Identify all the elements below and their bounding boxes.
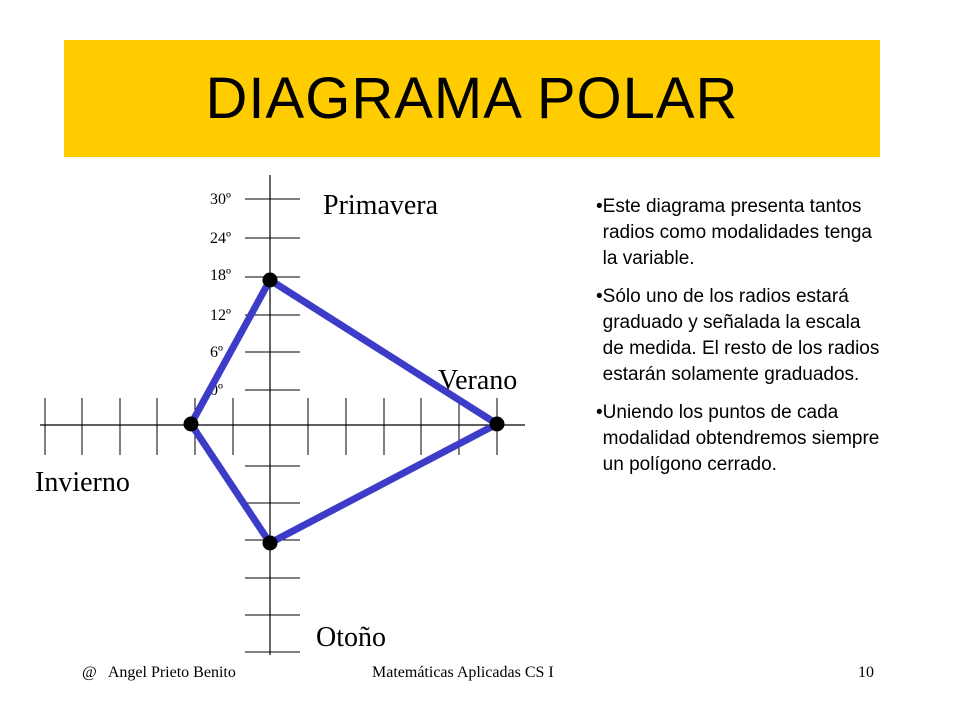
label-invierno: Invierno	[35, 467, 130, 498]
bullet: •	[596, 286, 603, 307]
lower-radius-ticks	[245, 466, 300, 652]
vertex-primavera	[263, 273, 278, 288]
label-verano: Verano	[438, 365, 518, 396]
footer-course: Matemáticas Aplicadas CS I	[372, 664, 554, 681]
label-otono: Otoño	[316, 622, 386, 653]
vertex-otono	[263, 536, 278, 551]
notes-list	[596, 194, 881, 490]
note-text: Uniendo los puntos de cada modalidad obtendremos siempre un polígono cerrado.	[602, 402, 880, 475]
scale-label-18: 18º	[210, 267, 231, 284]
scale-label-12: 12º	[210, 307, 231, 324]
page-title: DIAGRAMA POLAR	[205, 66, 739, 131]
vertex-verano	[490, 417, 505, 432]
bullet: •	[596, 196, 603, 217]
note-text: Este diagrama presenta tantos radios como modalidades tenga la variable.	[602, 196, 872, 269]
label-primavera: Primavera	[323, 190, 439, 221]
scale-label-24: 24º	[210, 230, 231, 247]
season-polygon	[191, 280, 497, 543]
bullet: •	[596, 402, 603, 423]
horizontal-radius-ticks	[45, 398, 497, 455]
note-item	[596, 284, 881, 388]
note-item	[596, 400, 881, 478]
scale-label-6: 6º	[210, 344, 223, 361]
scale-label-0: 0º	[210, 382, 223, 399]
note-text: Sólo uno de los radios estará graduado y señalada la escala de medida. El resto de los radios estarán solamente graduados.	[602, 286, 880, 385]
scale-label-30: 30º	[210, 191, 231, 208]
note-item	[596, 194, 881, 272]
page-number: 10	[858, 664, 874, 681]
vertex-invierno	[184, 417, 199, 432]
footer-author: @ Angel Prieto Benito	[82, 664, 236, 681]
